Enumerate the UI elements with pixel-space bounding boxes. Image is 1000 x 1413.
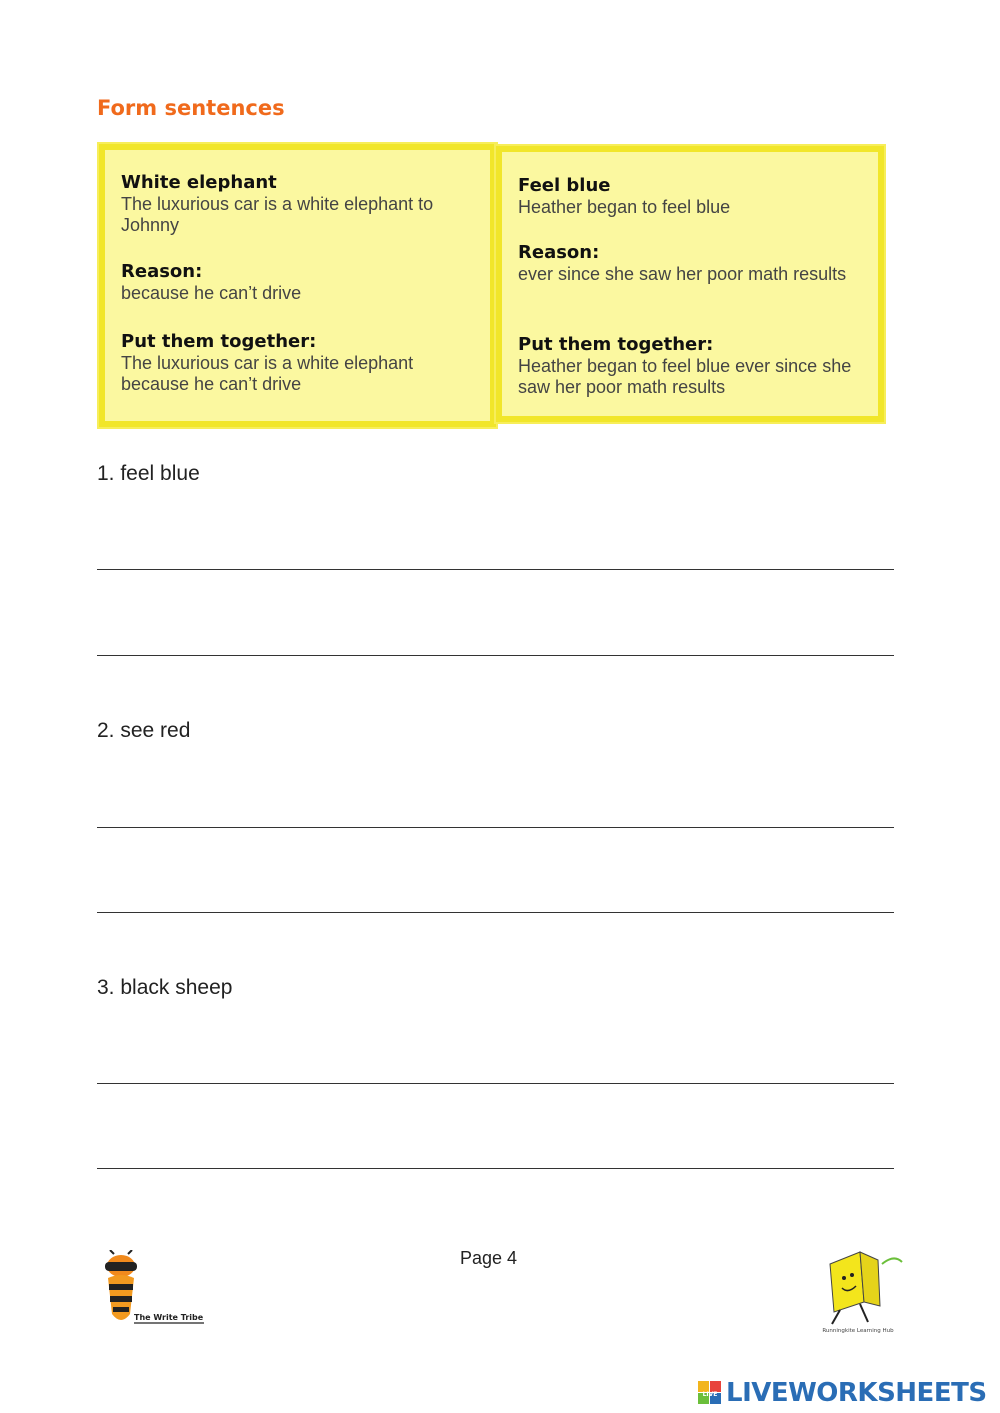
reason-text: because he can’t drive [121,283,302,303]
write-tribe-text: The Write Tribe [134,1313,204,1322]
write-tribe-logo [96,1250,208,1328]
idiom-sentence: The luxurious car is a white elephant to Johnny [121,194,434,235]
svg-text:LIVE: LIVE [702,1391,718,1398]
question-1: 1. feel blue [97,462,200,485]
together-heading: Put them together: [518,334,714,355]
example-box-white-elephant [99,144,496,427]
answer-line-1b[interactable] [97,655,894,656]
runningkite-logo [810,1244,906,1344]
book-character-icon [830,1252,902,1324]
answer-line-1a[interactable] [97,569,894,570]
reason-heading: Reason: [121,261,203,282]
page-number: Page 4 [460,1248,518,1268]
question-3: 3. black sheep [97,976,233,999]
idiom-heading: White elephant [121,172,277,193]
liveworksheets-text: LIVEWORKSHEETS [726,1378,987,1408]
page-title: Form sentences [97,96,285,120]
reason-text: ever since she saw her poor math results [518,264,847,284]
live-badge-icon [698,1381,722,1405]
together-text: The luxurious car is a white elephant because he can’t drive [121,353,414,394]
idiom-sentence: Heather began to feel blue [518,197,731,217]
example-box-feel-blue [496,146,884,422]
liveworksheets-brand[interactable] [698,1378,987,1408]
question-2: 2. see red [97,719,191,742]
runningkite-text: Runningkite Learning Hub [822,1328,894,1334]
together-heading: Put them together: [121,331,317,352]
reason-heading: Reason: [518,242,600,263]
answer-line-3a[interactable] [97,1083,894,1084]
idiom-heading: Feel blue [518,175,611,196]
answer-line-2b[interactable] [97,912,894,913]
bee-icon [105,1250,137,1320]
answer-line-2a[interactable] [97,827,894,828]
together-text: Heather began to feel blue ever since she saw her poor math results [518,356,852,397]
answer-line-3b[interactable] [97,1168,894,1169]
